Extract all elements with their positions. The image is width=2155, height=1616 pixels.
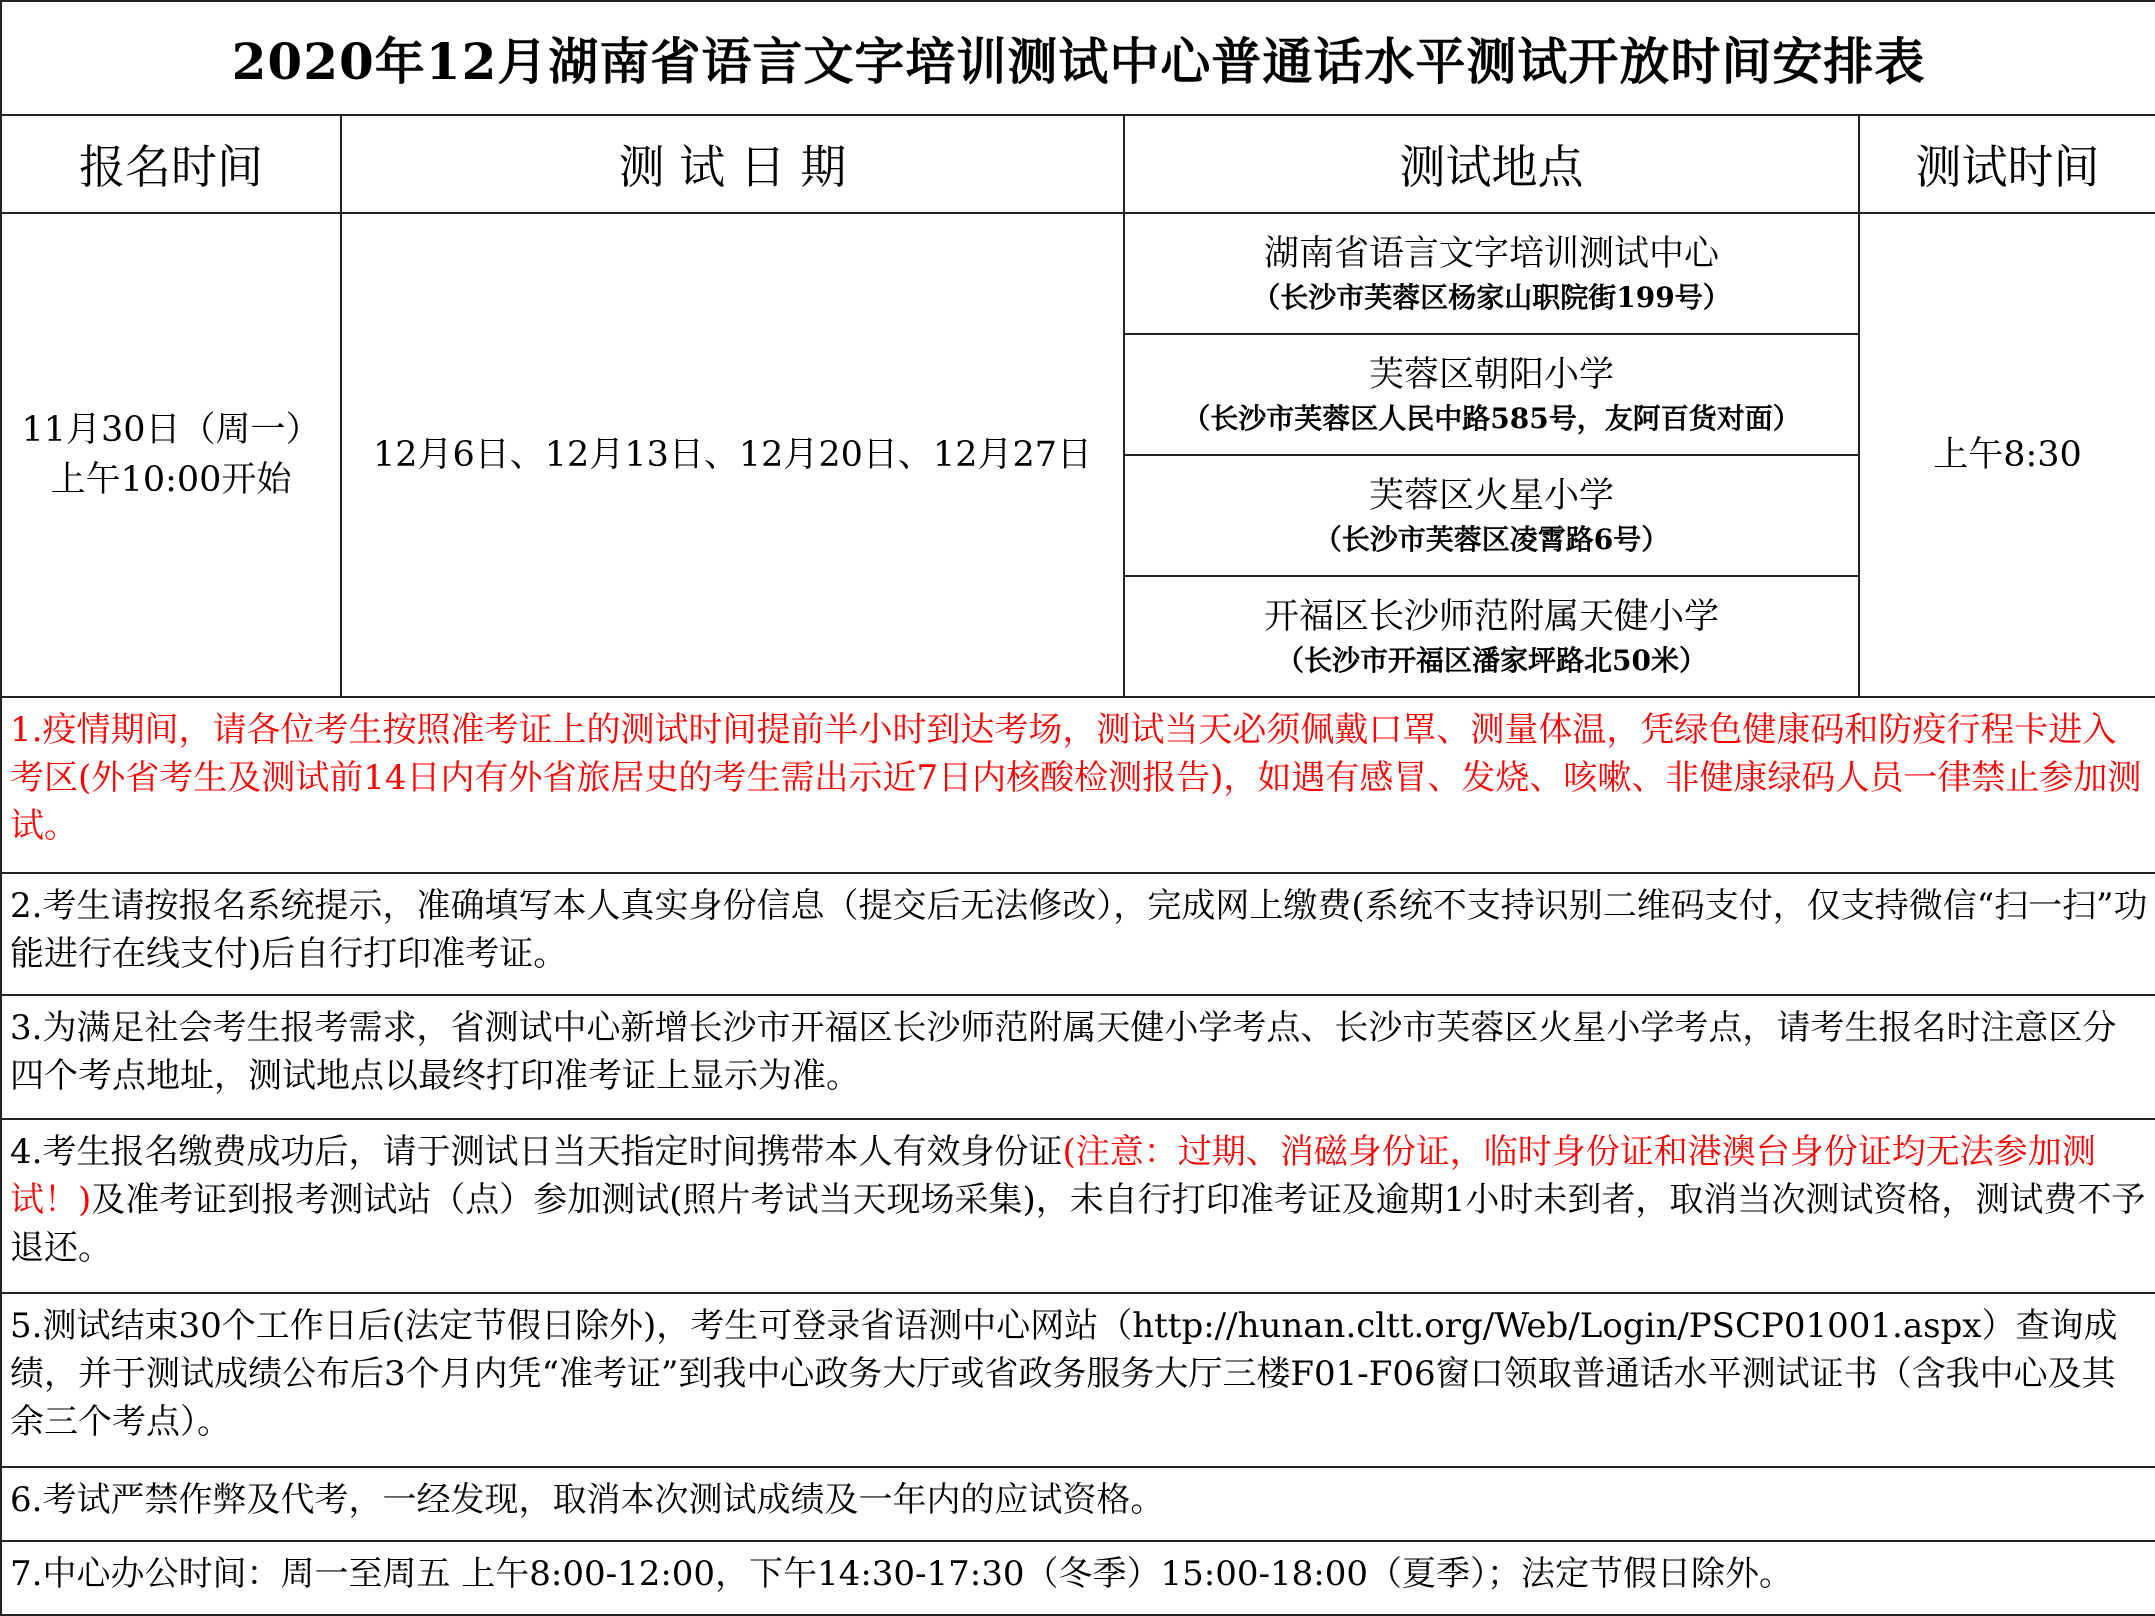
venue-cell — [1124, 334, 1859, 455]
venue-name: 湖南省语言文字培训测试中心 — [1263, 233, 1719, 274]
note-1: 1.疫情期间，请各位考生按照准考证上的测试时间提前半小时到达考场，测试当天必须佩戴口罩、测量体温，凭绿色健康码和防疫行程卡进入考区(外省考生及测试前14日内有外省旅居史的考生需出示近7日内核酸检测报告)，如遇有感冒、发烧、咳嗽、非健康绿码人员一律禁止参加测试。 — [1, 697, 2155, 873]
header-registration-time: 报名时间 — [1, 115, 341, 213]
registration-start: 上午10:00开始 — [50, 460, 292, 500]
note-4 — [1, 1119, 2155, 1293]
venue-cell — [1124, 455, 1859, 576]
venue-name: 芙蓉区火星小学 — [1368, 475, 1614, 516]
test-dates-cell: 12月6日、12月13日、12月20日、12月27日 — [341, 213, 1124, 697]
venue-address: （长沙市开福区潘家坪路北50米） — [1276, 643, 1707, 677]
header-test-date: 测 试 日 期 — [341, 115, 1124, 213]
note-4-part-1: 4.考生报名缴费成功后，请于测试日当天指定时间携带本人有效身份证 — [10, 1132, 1063, 1172]
header-test-location: 测试地点 — [1124, 115, 1859, 213]
header-test-time: 测试时间 — [1859, 115, 2155, 213]
note-4-warning: (注意：过期、消磁身份证，临时身份证和港澳台身份证均无法参加测试！) — [10, 1132, 2096, 1220]
venue-name: 开福区长沙师范附属天健小学 — [1263, 596, 1719, 637]
note-7: 7.中心办公时间：周一至周五 上午8:00-12:00，下午14:30-17:30（冬季）15:00-18:00（夏季）；法定节假日除外。 — [1, 1541, 2155, 1615]
venue-address: （长沙市芙蓉区人民中路585号，友阿百货对面） — [1182, 401, 1801, 435]
venue-address: （长沙市芙蓉区杨家山职院街199号） — [1252, 280, 1731, 314]
venue-cell — [1124, 213, 1859, 334]
note-6: 6.考试严禁作弊及代考，一经发现，取消本次测试成绩及一年内的应试资格。 — [1, 1467, 2155, 1541]
note-5: 5.测试结束30个工作日后(法定节假日除外)，考生可登录省语测中心网站（http://hunan.cltt.org/Web/Login/PSCP01001.aspx）查询成绩，并于测试成绩公布后3个月内凭“准考证”到我中心政务大厅或省政务服务大厅三楼F01-F06窗口领取普通话水平测试证书（含我中心及其余三个考点）。 — [1, 1293, 2155, 1467]
venue-address: （长沙市芙蓉区凌霄路6号） — [1313, 522, 1670, 556]
venue-name: 芙蓉区朝阳小学 — [1368, 354, 1614, 395]
registration-time-cell — [1, 213, 341, 697]
page-title: 2020年12月湖南省语言文字培训测试中心普通话水平测试开放时间安排表 — [1, 1, 2155, 115]
note-4-part-3: 及准考证到报考测试站（点）参加测试(照片考试当天现场采集)，未自行打印准考证及逾期1小时未到者，取消当次测试资格，测试费不予退还。 — [10, 1180, 2146, 1268]
test-time-cell: 上午8:30 — [1859, 213, 2155, 697]
venue-cell — [1124, 576, 1859, 697]
note-3: 3.为满足社会考生报考需求，省测试中心新增长沙市开福区长沙师范附属天健小学考点、长沙市芙蓉区火星小学考点，请考生报名时注意区分四个考点地址，测试地点以最终打印准考证上显示为准。 — [1, 995, 2155, 1119]
note-2: 2.考生请按报名系统提示，准确填写本人真实身份信息（提交后无法修改），完成网上缴费(系统不支持识别二维码支付，仅支持微信“扫一扫”功能进行在线支付)后自行打印准考证。 — [1, 873, 2155, 995]
registration-date: 11月30日（周一） — [21, 410, 321, 450]
